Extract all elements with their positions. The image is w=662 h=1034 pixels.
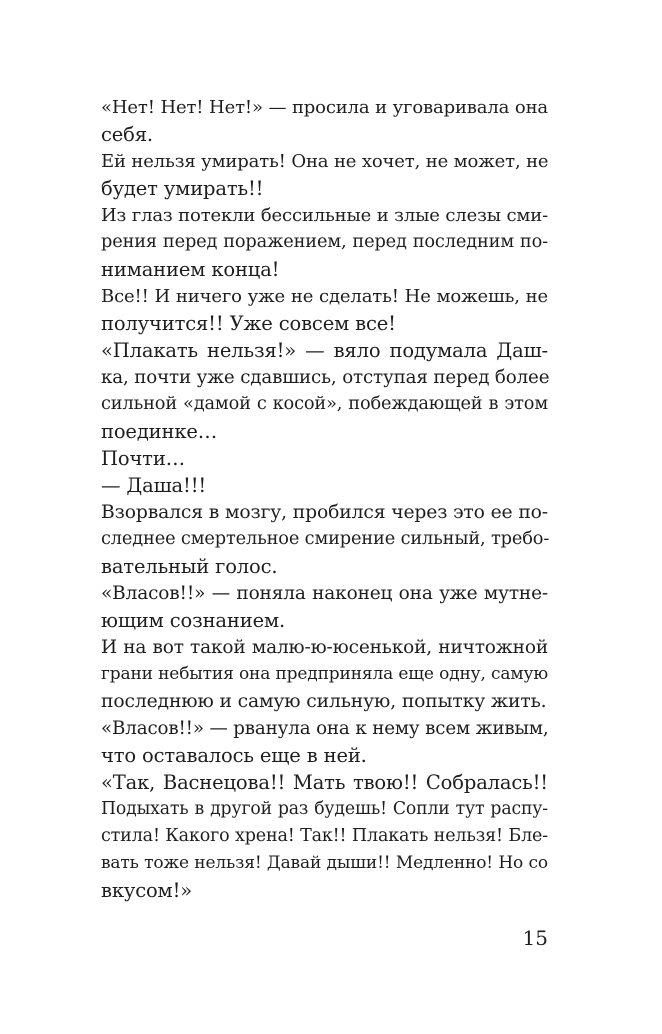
text-line: вкусом!» [101,879,193,902]
text-line: «Плакать нельзя!» — вяло подумала Даш- [101,339,548,362]
page-number: 15 [522,926,548,950]
text-line: ка, почти уже сдавшись, отступая перед более [101,367,550,388]
text-line: получится!! Уже совсем все! [101,312,396,335]
text-line: «Власов!!» — рванула она к нему всем живым, [101,718,549,739]
text-line: рения перед поражением, перед последним по- [101,232,548,252]
text-line: поединке… [101,420,218,443]
text-line: грани небытия она предприняла еще одну, самую [101,664,548,684]
text-line: Из глаз потекли бессильные и злые слезы сми- [101,205,549,226]
text-line: Подыхать в другой раз будешь! Сопли тут распу- [101,799,548,819]
text-line: вательный голос. [101,555,278,578]
text-line: следнее смертельное смирение сильный, требо- [101,529,550,549]
text-line: ниманием конца! [101,258,280,281]
text-line: последнюю и самую сильную, попытку жить. [101,691,547,712]
text-line: Почти… [101,447,186,470]
text-line: «Так, Васнецова!! Мать твою!! Собралась!! [101,771,548,794]
text-line: что оставалось еще в ней. [101,744,367,767]
text-line: будет умирать!! [101,177,264,200]
text-line: сильной «дамой с косой», побеждающей в этом [101,394,548,414]
text-line: «Нет! Нет! Нет!» — просила и уговаривала она [101,97,548,118]
text-line: И на вот такой малю-ю-юсенькой, ничтожной [101,637,548,658]
text-line: ющим сознанием. [101,609,286,632]
text-line: себя. [101,123,153,146]
text-line: Взорвался в мозгу, пробился через это ее по- [101,502,548,523]
text-line: вать тоже нельзя! Давай дыши!! Медленно! Но со [101,853,548,873]
text-line: стила! Какого хрена! Так!! Плакать нельзя! Бле- [101,826,548,846]
text-line: — Даша!!! [101,474,207,497]
text-line: «Власов!!» — поняла наконец она уже мутне- [101,583,548,604]
text-line: Ей нельзя умирать! Она не хочет, не может, не [101,151,549,172]
text-line: Все!! И ничего уже не сделать! Не можешь, не [101,286,548,307]
